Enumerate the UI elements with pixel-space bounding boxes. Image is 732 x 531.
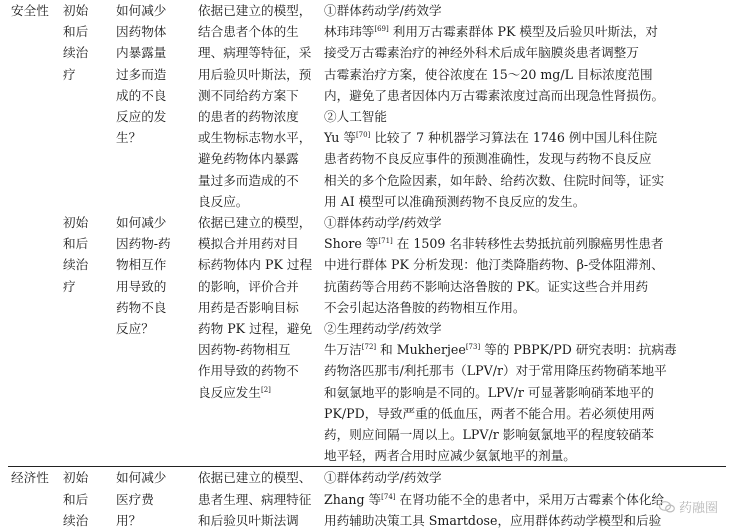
evidence-line: 用药辅助决策工具 Smartdose，应用群体药动学模型和后验 xyxy=(324,512,662,528)
evidence-line: 药物洛匹那韦/利托那韦（LPV/r）对于常用降压药物硝苯地平 xyxy=(324,363,667,379)
method-cell: 依据已建立的模型， 结合患者个体的生 理、病理等特征，采 用后验贝叶斯法，预 测不同给药方案下 的患者的药物浓度 或生物标志物水平， 避免药物体内暴露 量过多而造成的不 良反应。 xyxy=(198,3,312,209)
evidence-line: 牛万洁[72] 和 Mukherjee[73] 等的 PBPK/PD 研究表明：抗病毒 xyxy=(324,342,677,358)
evidence-heading: ①群体药动学/药效学 xyxy=(324,215,442,231)
evidence-line: 相关的多个危险因素，如年龄、给药次数、住院时间等，证实 xyxy=(324,172,665,188)
evidence-cell xyxy=(320,0,726,212)
evidence-cell xyxy=(320,212,726,467)
stage-cell: 初始 和后 续治 疗 xyxy=(63,215,89,294)
dimension-cell: 安全性 xyxy=(11,3,49,18)
evidence-line: PK/PD，导致严重的低血压，两者不能合用。若必须使用两 xyxy=(324,405,655,421)
evidence-line: 药，则应间隔一周以上。LPV/r 影响氨氯地平的程度较硝苯 xyxy=(324,427,654,443)
dimension-cell xyxy=(8,212,60,467)
evidence-line: 古霉素治疗方案，使谷浓度在 15～20 mg/L 目标浓度范围 xyxy=(324,66,653,82)
table-row xyxy=(8,467,726,531)
evidence-heading: ①群体药动学/药效学 xyxy=(324,470,442,486)
stage-cell: 初始 和后 续治 xyxy=(60,467,113,531)
evidence-line: Shore 等[71] 在 1509 名非转移性去势抵抗前列腺癌男性患者 xyxy=(324,236,664,252)
evidence-line: 患者药物不良反应事件的预测准确性，发现与药物不良反应 xyxy=(324,151,652,167)
evidence-line: 不会引起达洛鲁胺的药物相互作用。 xyxy=(324,299,526,315)
table-row xyxy=(8,0,726,212)
method-cell: 依据已建立的模型， 模拟合并用药对目 标药物体内 PK 过程 的影响，评价合并 用药是否影响目标 药物 PK 过程，避免 因药物-药物相互 作用导致的药物不 良反应发生[2] xyxy=(198,215,313,400)
table-row xyxy=(8,212,726,467)
evidence-line: 地平轻，两者合用时应减少氨氯地平的剂量。 xyxy=(324,448,576,464)
evidence-line: 中进行群体 PK 分析发现：他汀类降脂药物、β-受体阻滞剂、 xyxy=(324,257,664,273)
evidence-line: 用 AI 模型可以准确预测药物不良反应的发生。 xyxy=(324,193,586,209)
citation-ref: [71] xyxy=(378,237,393,246)
citation-ref: [2] xyxy=(260,385,271,394)
citation-ref: [70] xyxy=(355,131,371,140)
evidence-heading: ②人工智能 xyxy=(324,109,387,125)
evidence-line: 抗菌药等合用药不影响达洛鲁胺的 PK。证实这些合并用药 xyxy=(324,278,649,294)
stage-cell: 初始 和后 续治 疗 xyxy=(63,3,89,82)
citation-ref: [74] xyxy=(381,492,396,501)
dimension-cell: 经济性 xyxy=(8,467,60,531)
question-cell: 如何减少 医疗费 用？ xyxy=(113,467,195,531)
evidence-line: Zhang 等[74] 在肾功能不全的患者中，采用万古霉素个体化给 xyxy=(324,491,664,507)
evidence-line: Yu 等[70] 比较了 7 种机器学习算法在 1746 例中国儿科住院 xyxy=(324,130,658,146)
evidence-line: 接受万古霉素治疗的神经外科术后成年脑膜炎患者调整万 xyxy=(324,45,639,61)
wechat-icon xyxy=(659,501,675,513)
evidence-line: 林玮玮等[69] 利用万古霉素群体 PK 模型及后验贝叶斯法，对 xyxy=(324,24,658,40)
citation-ref: [73] xyxy=(465,343,481,352)
evidence-line: 内，避免了患者因体内万古霉素浓度过高而出现急性肾损伤。 xyxy=(324,87,665,103)
citation-ref: [72] xyxy=(361,343,377,352)
question-cell: 如何减少 因药物体 内暴露量 过多而造 成的不良 反应的发 生？ xyxy=(116,3,167,146)
watermark-text: 药融圈 xyxy=(678,501,718,516)
evidence-table xyxy=(8,0,726,531)
evidence-heading: ①群体药动学/药效学 xyxy=(324,3,442,18)
citation-ref: [69] xyxy=(374,25,389,34)
evidence-line: 和氨氯地平的影响是不同的。LPV/r 可显著影响硝苯地平的 xyxy=(324,384,654,400)
question-cell: 如何减少 因药物-药 物相互作 用导致的 药物不良 反应？ xyxy=(116,215,171,337)
watermark xyxy=(659,497,718,516)
evidence-heading: ②生理药动学/药效学 xyxy=(324,321,442,337)
method-cell: 依据已建立的模型、 患者生理、病理特征 和后验贝叶斯法调 xyxy=(195,467,320,531)
